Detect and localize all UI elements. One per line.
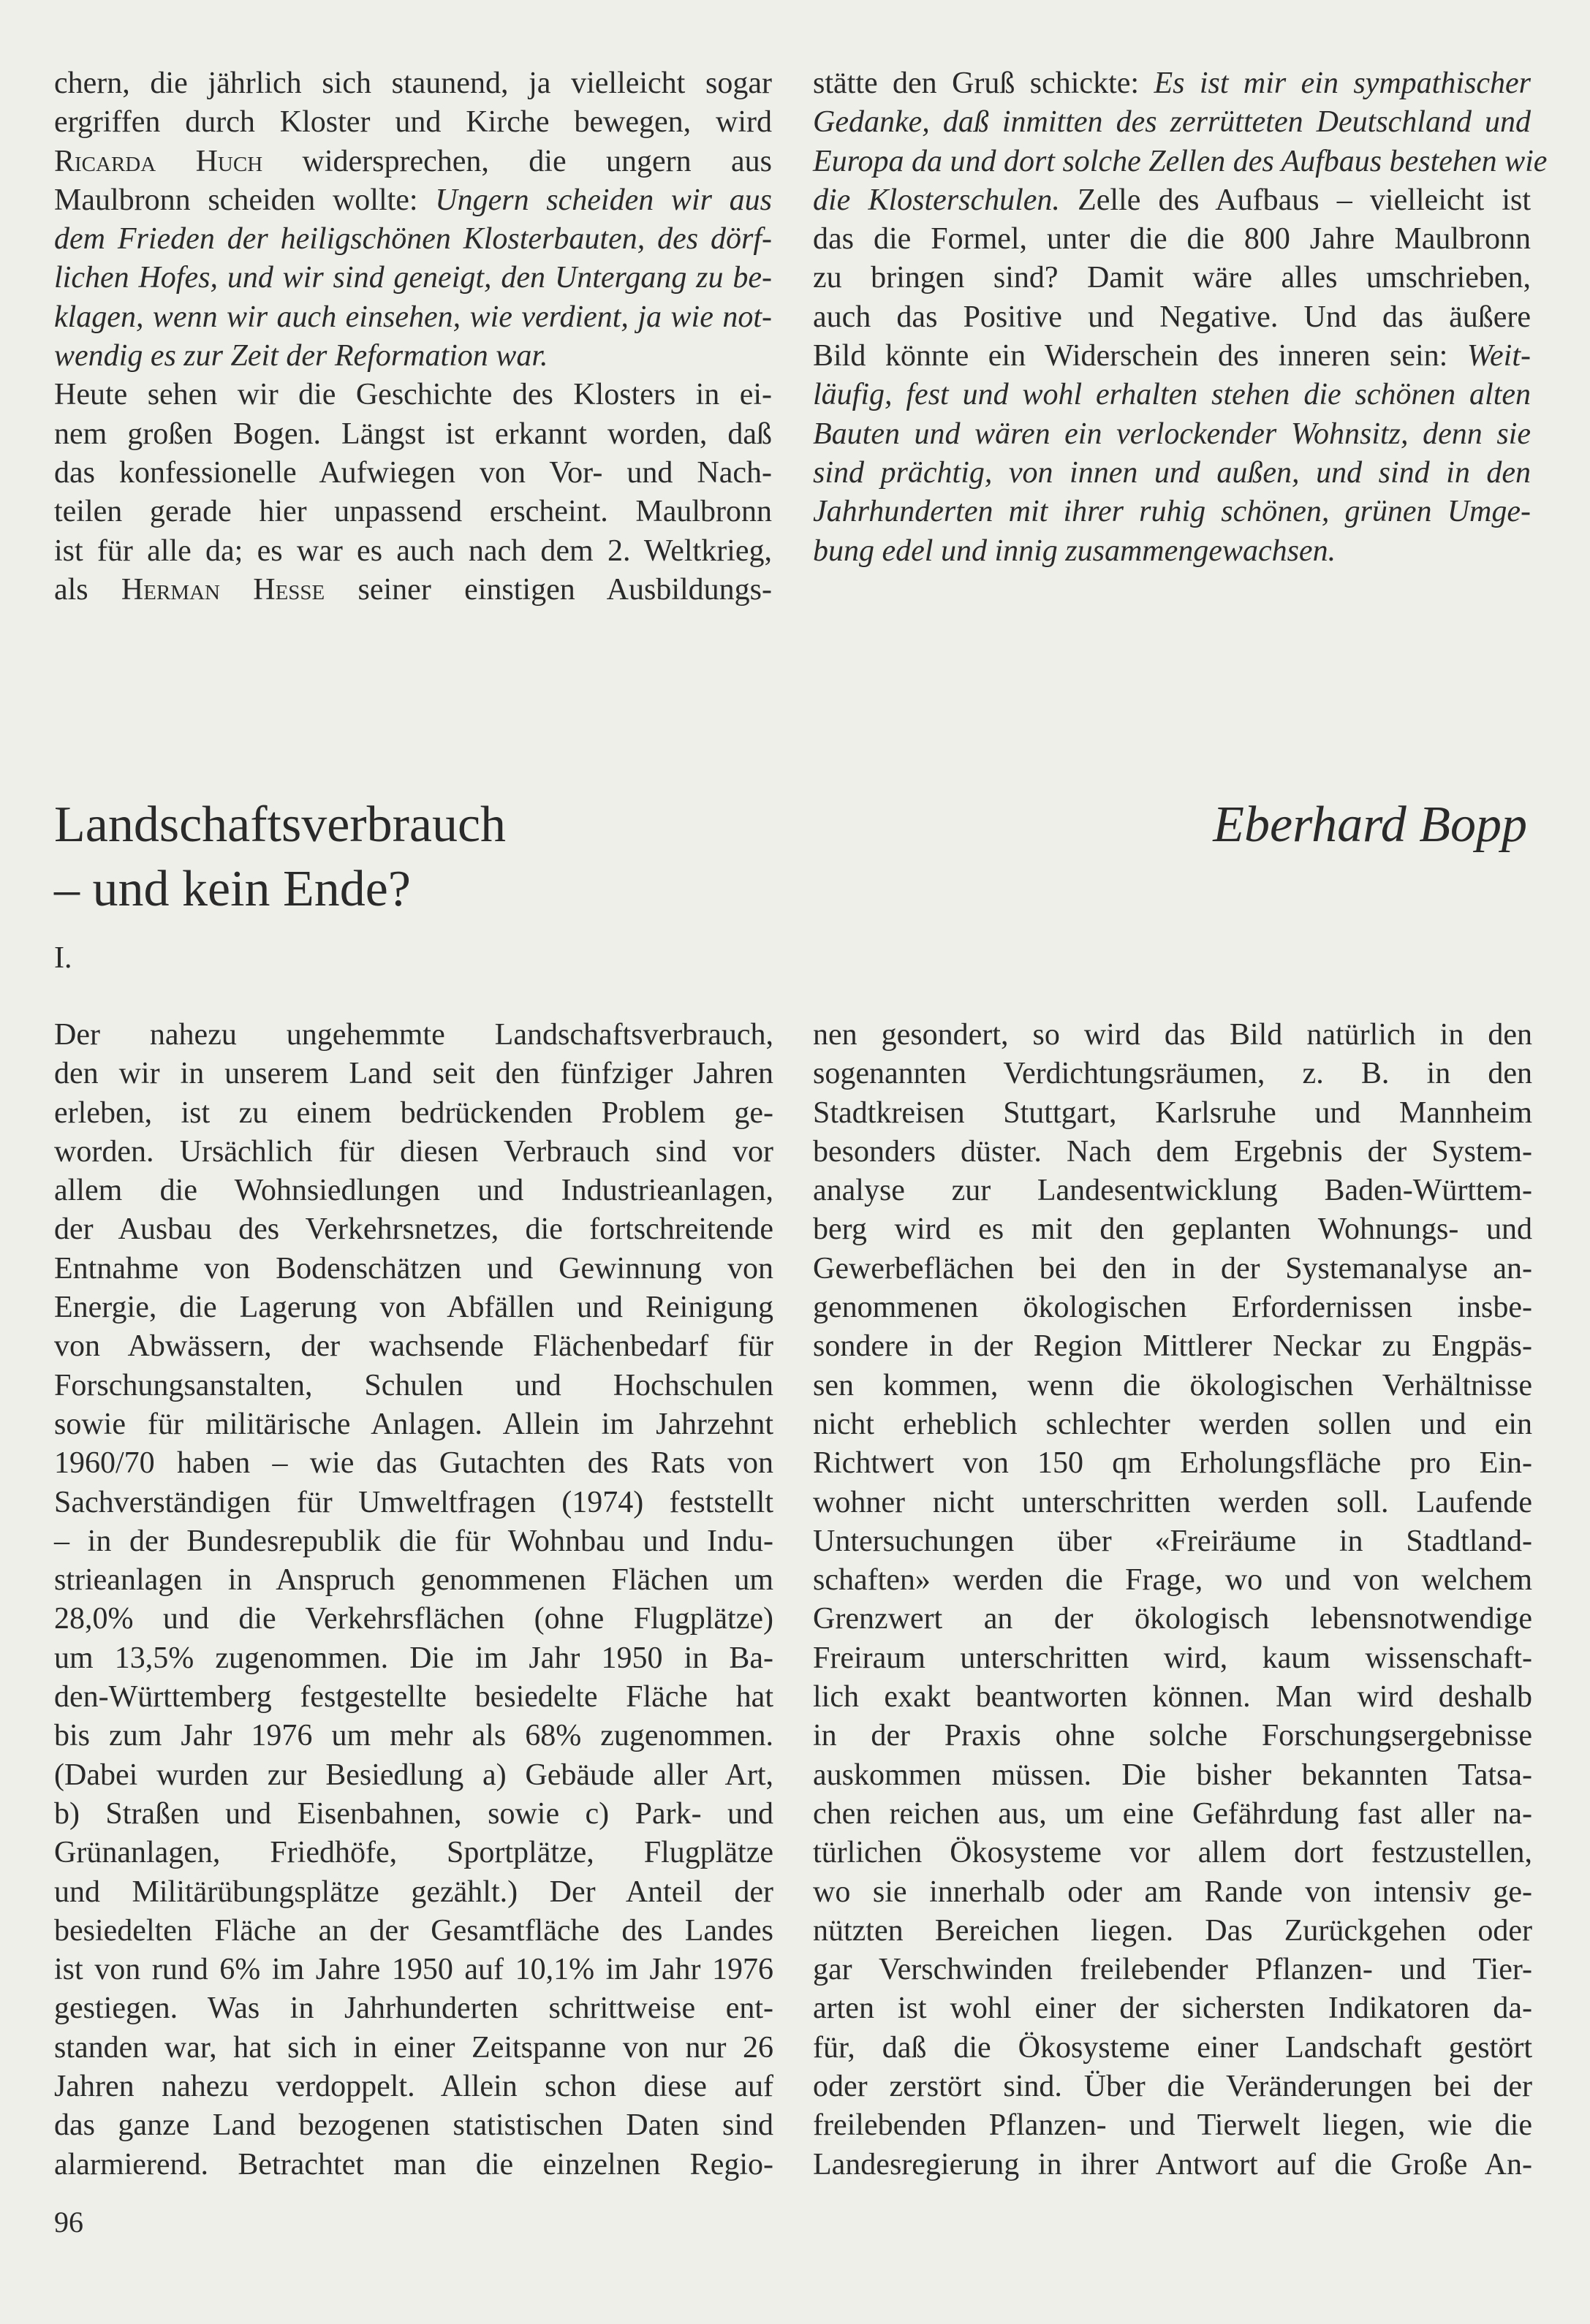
text-line: besiedelten Fläche an der Gesamtfläche des Landes: [54, 1913, 773, 1948]
article-body-right-column: [813, 1016, 1532, 2184]
text-line: Forschungsanstalten, Schulen und Hochschulen: [54, 1368, 773, 1402]
text-line: schaften» werden die Frage, wo und von welchem: [813, 1563, 1532, 1598]
text-line: oder zerstört sind. Über die Veränderungen bei der: [813, 2070, 1532, 2104]
text-line: klagen, wenn wir auch einsehen, wie verdient, ja wie not-: [54, 300, 772, 334]
text-line: den-Württemberg festgestellte besiedelte Fläche hat: [54, 1680, 773, 1714]
article-body-left-column: [54, 1016, 773, 2184]
text-line: in der Praxis ohne solche Forschungsergebnisse: [813, 1719, 1532, 1753]
text-line: Entnahme von Bodenschätzen und Gewinnung von: [54, 1251, 773, 1286]
text-line: zu bringen sind? Damit wäre alles umschrieben,: [813, 261, 1531, 295]
article-title-line: Landschaftsverbrauch: [54, 797, 507, 853]
text-line: wo sie innerhalb oder am Rande von intensiv ge-: [813, 1875, 1532, 1909]
text-line: der Ausbau des Verkehrsnetzes, die fortschreitende: [54, 1212, 773, 1247]
text-line: (Dabei wurden zur Besiedlung a) Gebäude aller Art,: [54, 1758, 773, 1792]
text-line: nem großen Bogen. Längst ist erkannt worden, daß: [54, 417, 772, 451]
text-line: stätte den Gruß schickte: Es ist mir ein sympathischer: [813, 67, 1531, 100]
article-title: [54, 793, 506, 922]
text-line: Bild könnte ein Widerschein des inneren sein: Weit-: [813, 339, 1531, 373]
text-line: erleben, ist zu einem bedrückenden Problem ge-: [54, 1095, 773, 1130]
quote-text: Weit-: [1466, 339, 1531, 373]
text-line: ist für alle da; es war es auch nach dem 2. Weltkrieg,: [54, 533, 772, 568]
text-line: dem Frieden der heiligschönen Klosterbauten, des dörf-: [54, 222, 772, 257]
text-line: nen gesondert, so wird das Bild natürlich in den: [813, 1018, 1532, 1052]
text-line: läufig, fest und wohl erhalten stehen die schönen alten: [813, 378, 1531, 412]
text-line: Landesregierung in ihrer Antwort auf die Große An-: [813, 2147, 1532, 2181]
text-line: teilen gerade hier unpassend erscheint. Maulbronn: [54, 495, 772, 529]
text-line: b) Straßen und Eisenbahnen, sowie c) Park- und: [54, 1796, 773, 1831]
text-line: gestiegen. Was in Jahrhunderten schrittweise ent-: [54, 1991, 773, 2026]
text-line: strieanlagen in Anspruch genommenen Flächen um: [54, 1563, 773, 1598]
text-line: lich exakt beantworten können. Man wird deshalb: [813, 1680, 1532, 1714]
text-line: besonders düster. Nach dem Ergebnis der System-: [813, 1134, 1532, 1169]
text-line: Maulbronn scheiden wollte: Ungern scheiden wir aus: [54, 183, 772, 217]
text-line: berg wird es mit den geplanten Wohnungs- und: [813, 1212, 1532, 1247]
text-line: 1960/70 haben – wie das Gutachten des Rats von: [54, 1446, 773, 1481]
text-line: gar Verschwinden freilebender Pflanzen- und Tier-: [813, 1953, 1532, 1987]
author-name: Herman Hesse: [121, 572, 325, 607]
text-line: bis zum Jahr 1976 um mehr als 68% zugenommen.: [54, 1719, 773, 1753]
text-line: für, daß die Ökosysteme einer Landschaft gestört: [813, 2030, 1532, 2065]
text-line: nützten Bereichen liegen. Das Zurückgehen oder: [813, 1913, 1532, 1948]
text-line: Bauten und wären ein verlockender Wohnsitz, denn sie: [813, 417, 1531, 451]
text-line: ergriffen durch Kloster und Kirche bewegen, wird: [54, 105, 772, 140]
text-line: sondere in der Region Mittlerer Neckar zu Engpäs-: [813, 1329, 1532, 1364]
text-line: Stadtkreisen Stuttgart, Karlsruhe und Mannheim: [813, 1095, 1532, 1130]
section-number: I.: [54, 941, 72, 975]
text-line: sen kommen, wenn die ökologischen Verhältnisse: [813, 1368, 1532, 1402]
text-line: um 13,5% zugenommen. Die im Jahr 1950 in Ba-: [54, 1641, 773, 1675]
text-line: Richtwert von 150 qm Erholungsfläche pro Ein-: [813, 1446, 1532, 1481]
text-line: nicht erheblich schlechter werden sollen und ein: [813, 1407, 1532, 1441]
text-line: sowie für militärische Anlagen. Allein im Jahrzehnt: [54, 1407, 773, 1441]
text-line: Heute sehen wir die Geschichte des Klosters in ei-: [54, 378, 772, 412]
author-name: Ricarda Huch: [54, 144, 263, 178]
text-line: auskommen müssen. Die bisher bekannten Tatsa-: [813, 1758, 1532, 1792]
text-line: chen reichen aus, um eine Gefährdung fast aller na-: [813, 1796, 1532, 1831]
text-line: die Klosterschulen. Zelle des Aufbaus – vielleicht ist: [813, 183, 1531, 217]
text-line: worden. Ursächlich für diesen Verbrauch sind vor: [54, 1134, 773, 1169]
text-line: wendig es zur Zeit der Reformation war.: [54, 339, 548, 373]
text-line: als Herman Hesse seiner einstigen Ausbildungs-: [54, 572, 772, 607]
text-line: sind prächtig, von innen und außen, und sind in den: [813, 455, 1531, 490]
text-line: Freiraum unterschritten wird, kaum wissenschaft-: [813, 1641, 1532, 1675]
continued-text-left-column: [54, 64, 772, 610]
article-author: Eberhard Bopp: [1213, 797, 1527, 853]
text-line: genommenen ökologischen Erfordernissen insbe-: [813, 1291, 1532, 1325]
text-line: Energie, die Lagerung von Abfällen und Reinigung: [54, 1291, 773, 1325]
quote-text: Es ist mir ein sympathischer: [1154, 67, 1531, 100]
text-line: sogenannten Verdichtungsräumen, z. B. in den: [813, 1057, 1532, 1091]
text-line: – in der Bundesrepublik die für Wohnbau und Indu-: [54, 1524, 773, 1558]
text-line: Gedanke, daß inmitten des zerrütteten Deutschland und: [813, 105, 1531, 140]
text-line: Ricarda Huch widersprechen, die ungern aus: [54, 144, 772, 178]
text-line: das konfessionelle Aufwiegen von Vor- und Nach-: [54, 455, 772, 490]
text-line: Grenzwert an der ökologisch lebensnotwendige: [813, 1602, 1532, 1636]
text-line: Gewerbeflächen bei den in der Systemanalyse an-: [813, 1251, 1532, 1286]
text-line: Grünanlagen, Friedhöfe, Sportplätze, Flugplätze: [54, 1836, 773, 1870]
text-line: freilebenden Pflanzen- und Tierwelt liegen, wie die: [813, 2108, 1532, 2143]
page-number: 96: [54, 2206, 83, 2238]
text-line: Jahrhunderten mit ihrer ruhig schönen, grünen Umge-: [813, 495, 1531, 529]
text-line: Sachverständigen für Umweltfragen (1974) feststellt: [54, 1485, 773, 1519]
text-line: alarmierend. Betrachtet man die einzelnen Regio-: [54, 2147, 773, 2181]
text-line: lichen Hofes, und wir sind geneigt, den Untergang zu be-: [54, 261, 772, 295]
text-line: den wir in unserem Land seit den fünfziger Jahren: [54, 1057, 773, 1091]
text-line: chern, die jährlich sich staunend, ja vielleicht sogar: [54, 67, 772, 100]
text-line: von Abwässern, der wachsende Flächenbedarf für: [54, 1329, 773, 1364]
text-line: bung edel und innig zusammengewachsen.: [813, 533, 1336, 568]
text-line: analyse zur Landesentwicklung Baden-Württem-: [813, 1174, 1532, 1208]
text-line: Europa da und dort solche Zellen des Aufbaus bestehen wie: [813, 144, 1548, 178]
text-line: Jahren nahezu verdoppelt. Allein schon diese auf: [54, 2070, 773, 2104]
quote-text: Ungern scheiden wir aus: [435, 183, 772, 217]
text-line: 28,0% und die Verkehrsflächen (ohne Flugplätze): [54, 1602, 773, 1636]
text-line: auch das Positive und Negative. Und das äußere: [813, 300, 1531, 334]
text-line: das die Formel, unter die die 800 Jahre Maulbronn: [813, 222, 1531, 257]
text-line: türlichen Ökosysteme vor allem dort festzustellen,: [813, 1836, 1532, 1870]
text-line: das ganze Land bezogenen statistischen Daten sind: [54, 2108, 773, 2143]
text-line: Untersuchungen über «Freiräume in Stadtland-: [813, 1524, 1532, 1558]
continued-text-right-column: [813, 64, 1548, 571]
text-line: Der nahezu ungehemmte Landschaftsverbrauch,: [54, 1018, 773, 1052]
text-line: und Militärübungsplätze gezählt.) Der Anteil der: [54, 1875, 773, 1909]
article-title-line: – und kein Ende?: [54, 861, 411, 917]
text-line: standen war, hat sich in einer Zeitspanne von nur 26: [54, 2030, 773, 2065]
quote-text: die Klosterschulen.: [813, 183, 1060, 217]
text-line: allem die Wohnsiedlungen und Industrieanlagen,: [54, 1174, 773, 1208]
text-line: arten ist wohl einer der sichersten Indikatoren da-: [813, 1991, 1532, 2026]
text-line: ist von rund 6% im Jahre 1950 auf 10,1% im Jahr 1976: [54, 1953, 773, 1987]
text-line: wohner nicht unterschritten werden soll. Laufende: [813, 1485, 1532, 1519]
